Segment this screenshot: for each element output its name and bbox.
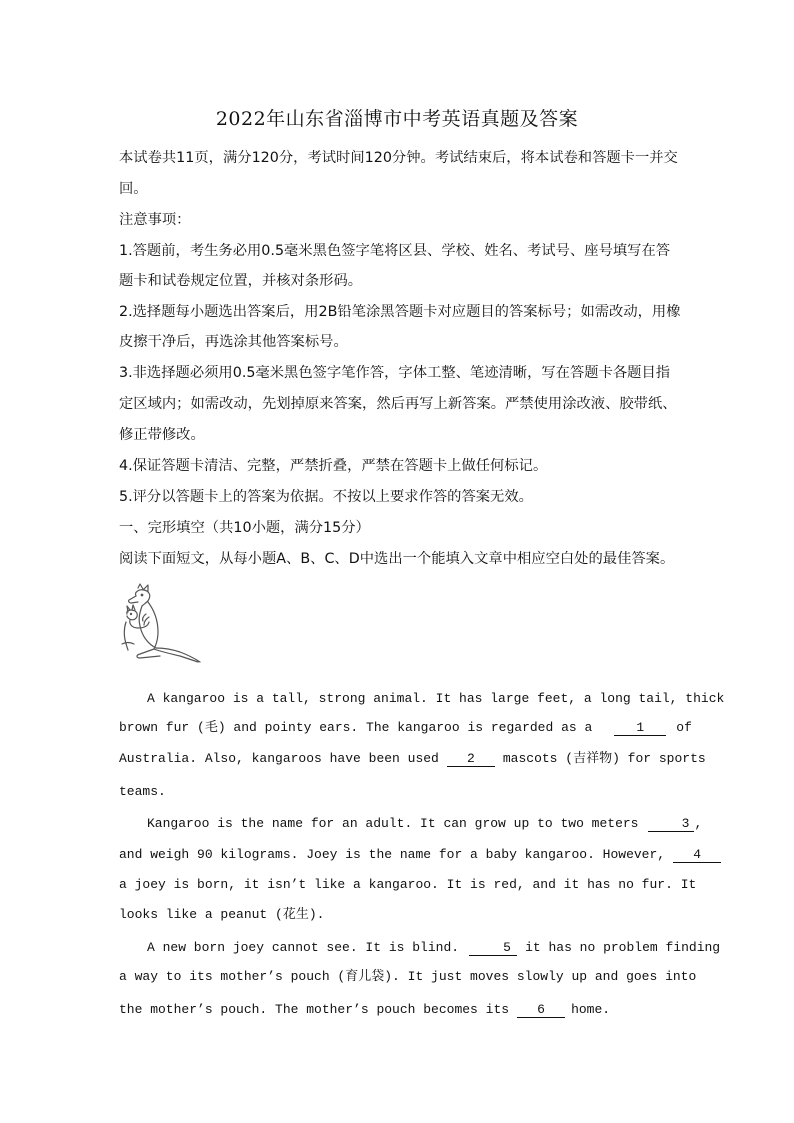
notice-item-4: 4.保证答题卡清洁、完整，严禁折叠，严禁在答题卡上做任何标记。 <box>119 458 548 474</box>
passage-text: of <box>676 720 692 735</box>
section-heading: 一、完形填空（共10小题，满分15分） <box>119 520 370 536</box>
notice-item-2: 2.选择题每小题选出答案后，用2B铅笔涂黑答题卡对应题目的答案标号；如需改动，用橡 <box>119 304 681 320</box>
passage-text: brown fur (毛) and pointy ears. The kangaroo is regarded as a <box>119 720 593 735</box>
passage-line <box>119 939 721 957</box>
passage-line: a joey is born, it isn’t like a kangaroo. It is red, and it has no fur. It <box>119 877 697 892</box>
notice-item-3-cont: 修正带修改。 <box>119 427 205 443</box>
notice-item-5: 5.评分以答题卡上的答案为依据。不按以上要求作答的答案无效。 <box>119 489 533 505</box>
passage-line <box>119 815 703 833</box>
passage-text: A new born joey cannot see. It is blind. <box>147 940 460 955</box>
passage-line: a way to its mother’s pouch (育儿袋). It just moves slowly up and goes into <box>119 969 697 984</box>
blank-1: 1 <box>614 720 666 736</box>
blank-6: 6 <box>517 1002 565 1018</box>
notice-item-1: 1.答题前，考生务必用0.5毫米黑色签字笔将区县、学校、姓名、考试号、座号填写在答 <box>119 243 671 259</box>
blank-3: 3 <box>648 816 694 832</box>
instruction-line: 本试卷共11页，满分120分，考试时间120分钟。考试结束后，将本试卷和答题卡一并交 <box>119 150 678 166</box>
section-instruction: 阅读下面短文，从每小题A、B、C、D中选出一个能填入文章中相应空白处的最佳答案。 <box>119 551 675 567</box>
page-title: 2022年山东省淄博市中考英语真题及答案 <box>215 108 579 130</box>
notice-item-2-cont: 皮擦干净后，再选涂其他答案标号。 <box>119 334 348 350</box>
passage-text: and weigh 90 kilograms. Joey is the name for a baby kangaroo. However, <box>119 847 666 862</box>
notice-item-1-cont: 题卡和试卷规定位置，并核对条形码。 <box>119 273 363 289</box>
blank-4: 4 <box>673 847 721 863</box>
passage-line: teams. <box>119 784 166 799</box>
passage-line: A kangaroo is a tall, strong animal. It has large feet, a long tail, thick <box>147 691 725 706</box>
passage-text: it has no problem finding <box>525 940 721 955</box>
passage-line <box>119 750 706 768</box>
notice-item-3: 3.非选择题必须用0.5毫米黑色签字笔作答，字体工整、笔迹清晰，写在答题卡各题目指 <box>119 365 671 381</box>
passage-text: the mother’s pouch. The mother’s pouch becomes its <box>119 1002 510 1017</box>
notice-item-3-cont: 定区域内；如需改动，先划掉原来答案，然后再写上新答案。严禁使用涂改液、胶带纸、 <box>119 396 677 412</box>
passage-text: Australia. Also, kangaroos have been used <box>119 751 439 766</box>
passage-text: Kangaroo is the name for an adult. It can grow up to two meters <box>147 816 639 831</box>
passage-text: mascots (吉祥物) for sports <box>502 751 706 766</box>
instruction-line: 回。 <box>119 181 148 197</box>
passage-text: home. <box>571 1002 611 1017</box>
blank-5: 5 <box>469 940 517 956</box>
notice-heading: 注意事项： <box>119 212 191 228</box>
passage-text: , <box>694 816 703 831</box>
blank-2: 2 <box>447 751 495 767</box>
kangaroo-with-joey-icon <box>116 582 202 668</box>
passage-line <box>119 719 692 737</box>
passage-line <box>119 1001 675 1019</box>
passage-line <box>119 846 701 864</box>
passage-line: looks like a peanut (花生). <box>119 907 325 922</box>
